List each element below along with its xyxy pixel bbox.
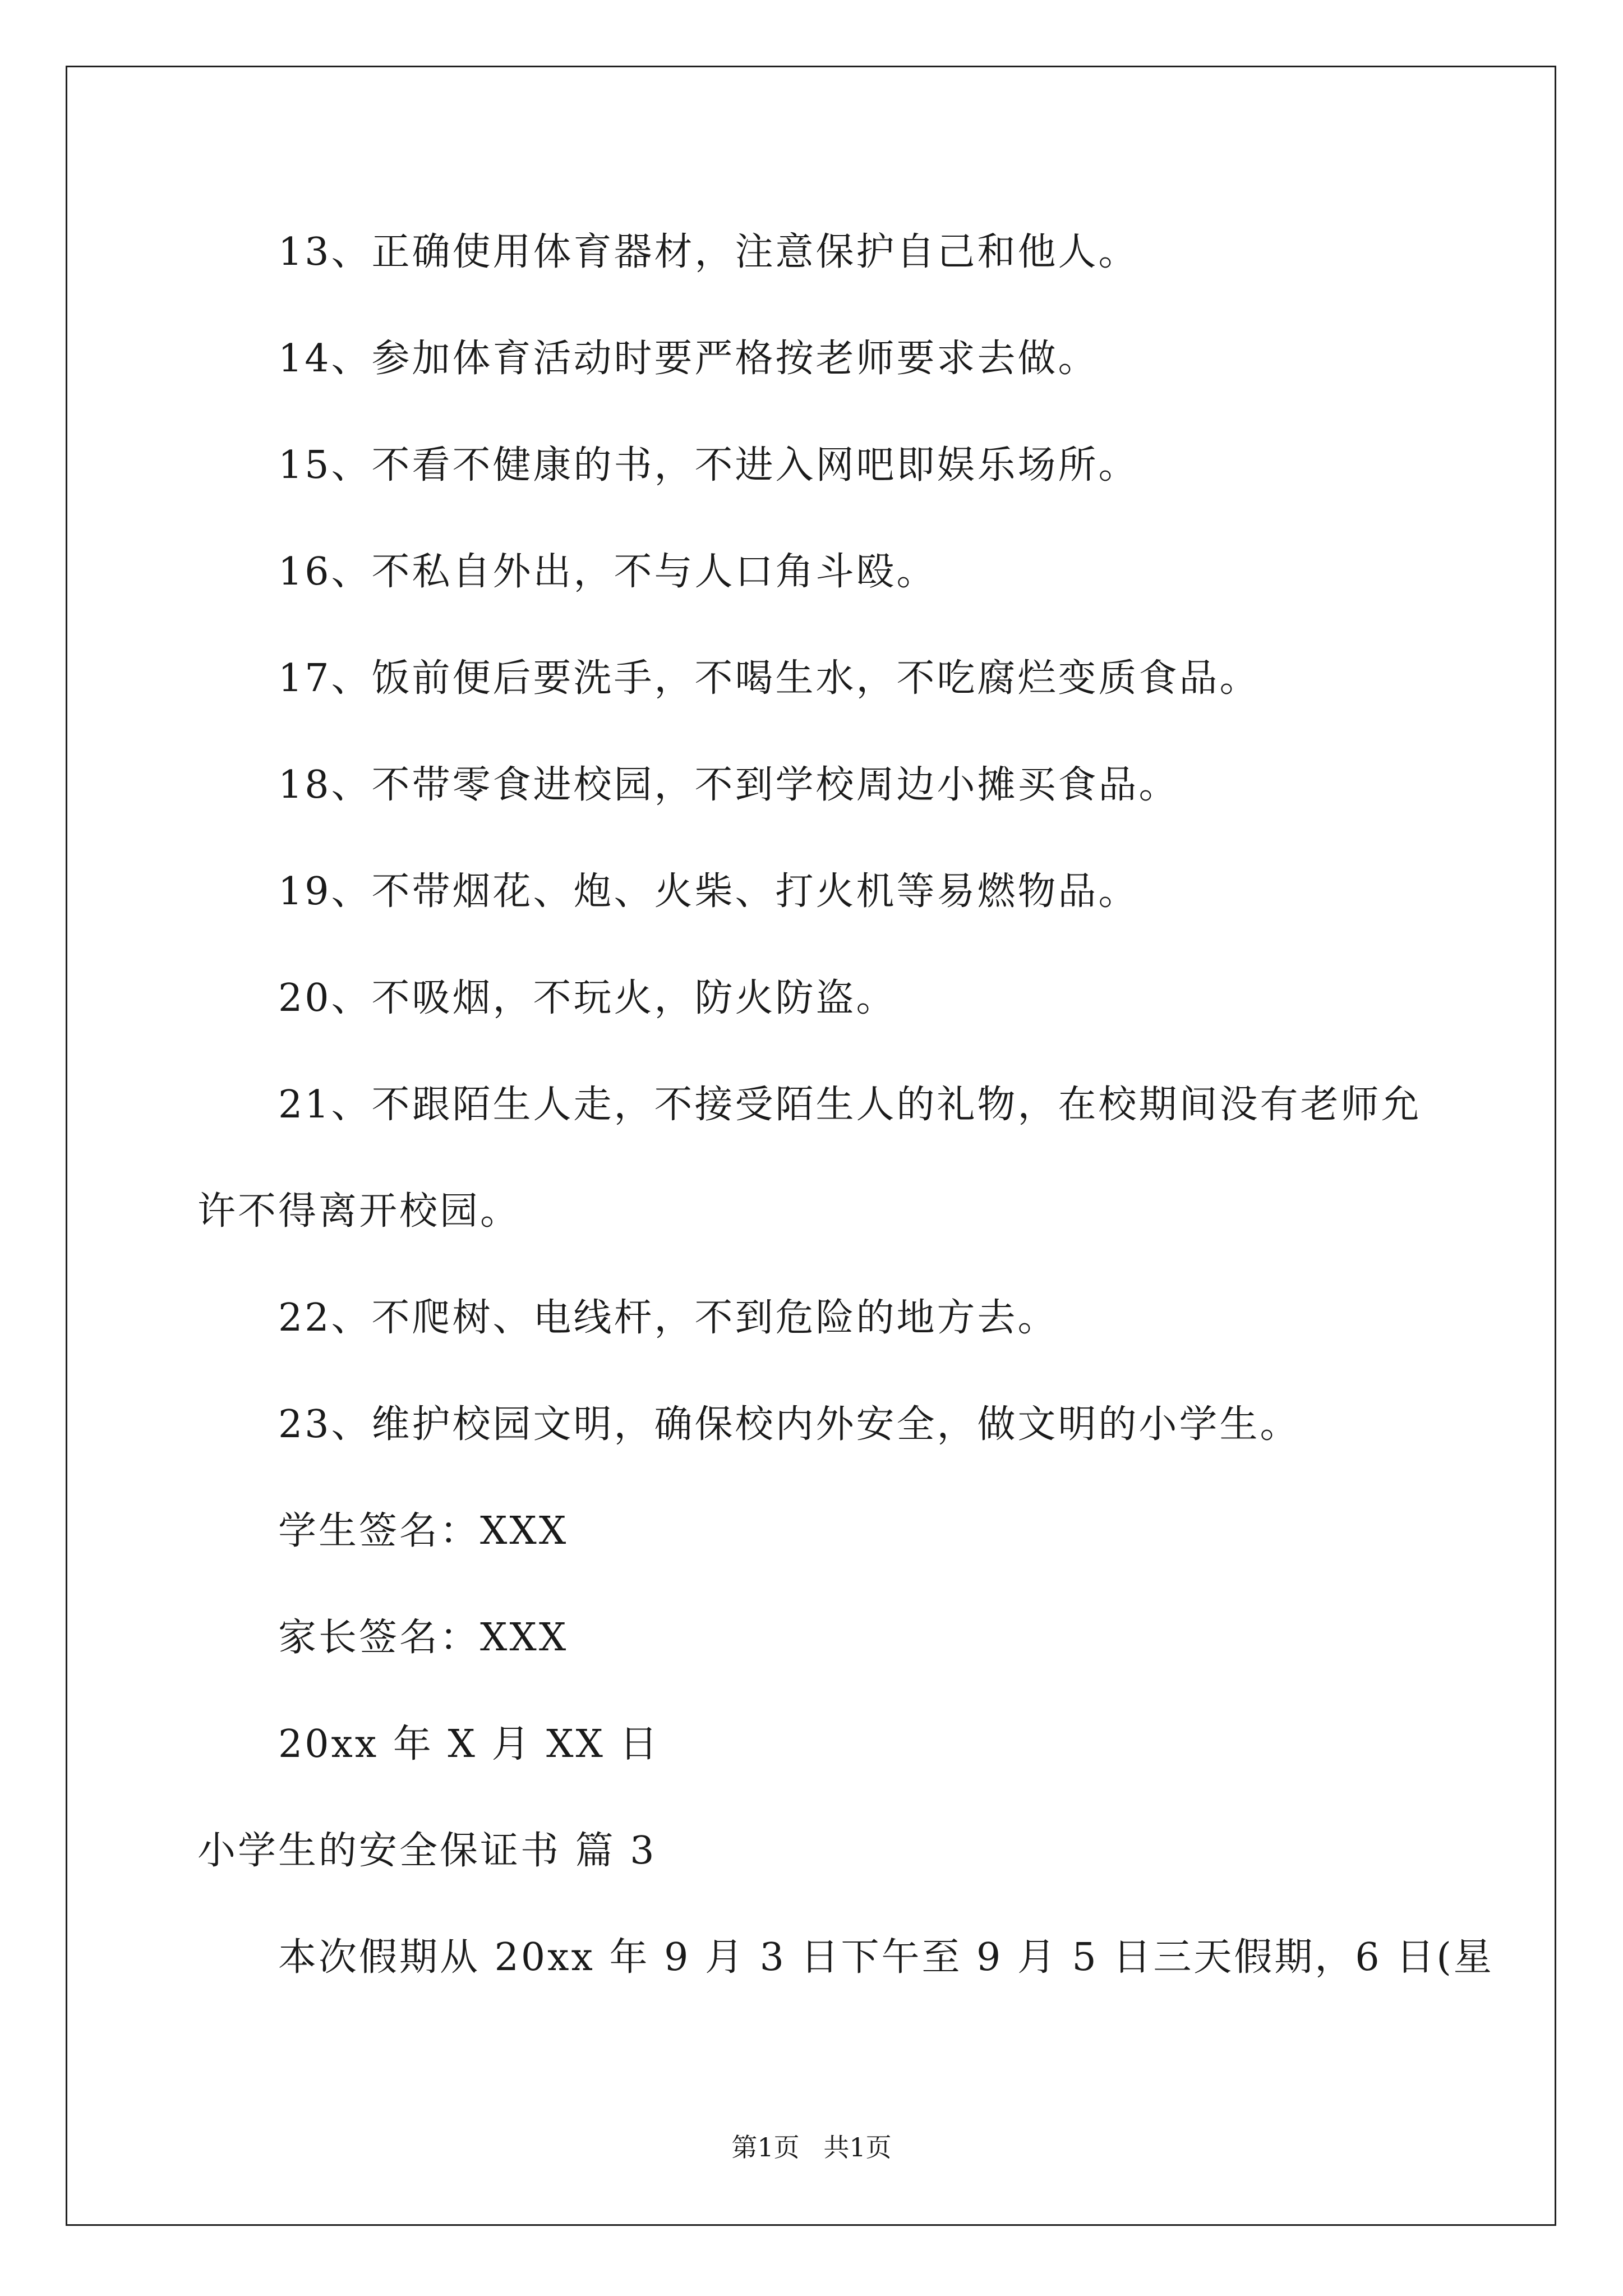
student-signature: 学生签名：XXX <box>278 1509 569 1553</box>
section-heading: 小学生的安全保证书 篇 3 <box>197 1829 657 1873</box>
rule-21: 21、不跟陌生人走，不接受陌生人的礼物，在校期间没有老师允 <box>278 1083 1422 1127</box>
rule-17: 17、饭前便后要洗手，不喝生水，不吃腐烂变质食品。 <box>278 656 1260 701</box>
page-footer <box>0 2131 1623 2164</box>
rule-22: 22、不爬树、电线杆，不到危险的地方去。 <box>278 1296 1058 1340</box>
rule-23: 23、维护校园文明，确保校内外安全，做文明的小学生。 <box>278 1402 1301 1447</box>
page-number: 第1页 <box>731 2132 800 2162</box>
rule-20: 20、不吸烟，不玩火，防火防盗。 <box>278 976 897 1020</box>
rule-13: 13、正确使用体育器材，注意保护自己和他人。 <box>278 230 1139 274</box>
rule-14: 14、参加体育活动时要严格按老师要求去做。 <box>278 337 1099 381</box>
parent-signature: 家长签名：XXX <box>278 1616 569 1660</box>
rule-19: 19、不带烟花、炮、火柴、打火机等易燃物品。 <box>278 869 1139 914</box>
rule-15: 15、不看不健康的书，不进入网吧即娱乐场所。 <box>278 443 1139 487</box>
rule-16: 16、不私自外出，不与人口角斗殴。 <box>278 550 937 594</box>
paragraph-start: 本次假期从 20xx 年 9 月 3 日下午至 9 月 5 日三天假期，6 日(星 <box>278 1935 1494 1980</box>
rule-21-continued: 许不得离开校园。 <box>197 1189 521 1234</box>
page-border <box>66 66 1556 2226</box>
rule-18: 18、不带零食进校园，不到学校周边小摊买食品。 <box>278 763 1179 807</box>
date-line: 20xx 年 X 月 XX 日 <box>278 1722 660 1766</box>
total-pages: 共1页 <box>823 2132 892 2162</box>
